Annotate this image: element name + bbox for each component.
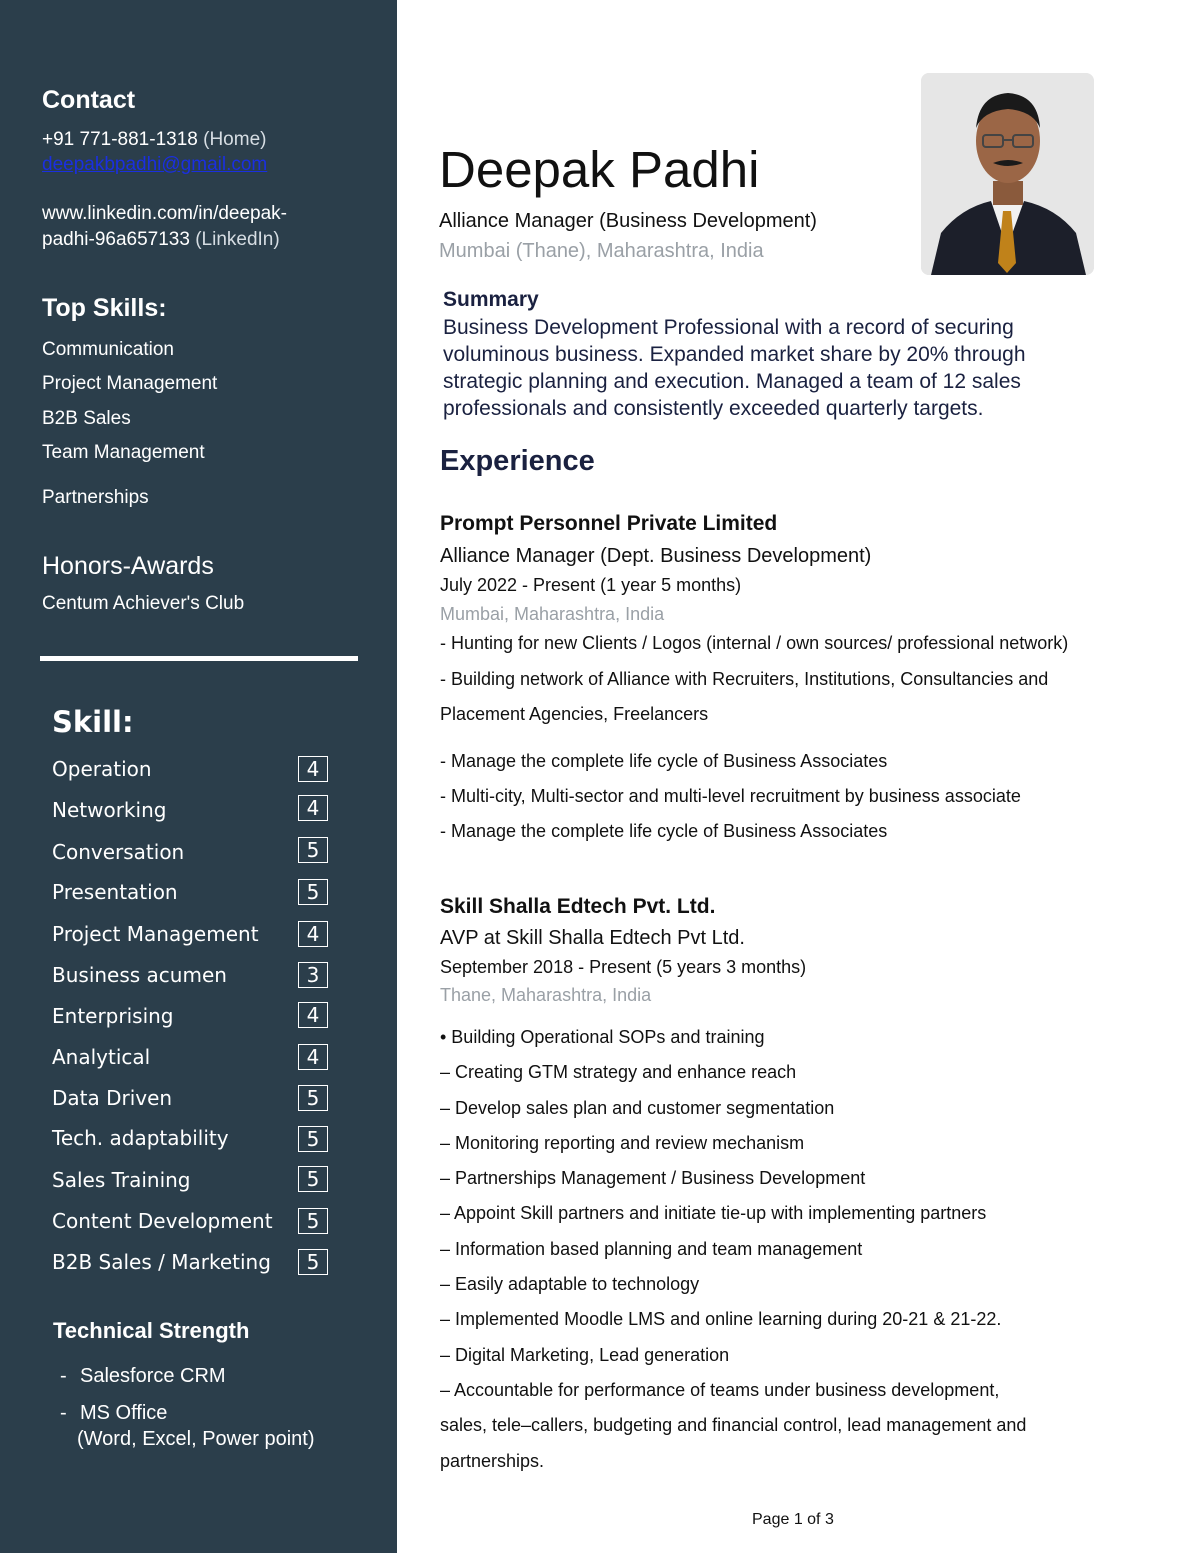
job-dates: July 2022 - Present (1 year 5 months) bbox=[440, 575, 742, 595]
summary-line: voluminous business. Expanded market share by 20% through bbox=[443, 343, 1026, 366]
job-bullet: – Digital Marketing, Lead generation bbox=[440, 1345, 730, 1365]
job-bullet: - Manage the complete life cycle of Business Associates bbox=[440, 821, 888, 841]
job-bullet: – Develop sales plan and customer segmentation bbox=[440, 1098, 835, 1118]
experience-heading: Experience bbox=[440, 445, 595, 477]
skill-label: B2B Sales / Marketing bbox=[52, 1250, 271, 1274]
honors-item: Centum Achiever's Club bbox=[42, 593, 245, 614]
summary-line: strategic planning and execution. Managed a team of 12 sales bbox=[443, 370, 1021, 393]
technical-bullet: - bbox=[60, 1402, 67, 1424]
candidate-name: Deepak Padhi bbox=[439, 141, 760, 198]
job-bullet: – Monitoring reporting and review mechanism bbox=[440, 1133, 805, 1153]
skill-heading: Skill: bbox=[52, 705, 134, 739]
technical-item-detail: (Word, Excel, Power point) bbox=[77, 1428, 315, 1450]
job-bullet: – Partnerships Management / Business Development bbox=[440, 1168, 866, 1188]
skill-label: Enterprising bbox=[52, 1004, 174, 1028]
skill-score: 4 bbox=[298, 921, 328, 947]
contact-heading: Contact bbox=[42, 86, 136, 114]
top-skills-heading: Top Skills: bbox=[42, 294, 167, 322]
skill-label: Data Driven bbox=[52, 1086, 173, 1110]
skill-label: Tech. adaptability bbox=[52, 1126, 229, 1150]
skill-label: Sales Training bbox=[52, 1168, 191, 1192]
job-bullet: - Multi-city, Multi-sector and multi-level recruitment by business associate bbox=[440, 786, 1021, 806]
sidebar bbox=[0, 0, 397, 1553]
job-bullet: - Hunting for new Clients / Logos (internal / own sources/ professional network) bbox=[440, 633, 1069, 653]
skill-label: Networking bbox=[52, 798, 167, 822]
job-bullet: – Creating GTM strategy and enhance reach bbox=[440, 1062, 797, 1082]
candidate-location: Mumbai (Thane), Maharashtra, India bbox=[439, 240, 764, 262]
skill-label: Business acumen bbox=[52, 963, 227, 987]
sidebar-divider-notch bbox=[104, 662, 358, 663]
skill-score: 4 bbox=[298, 795, 328, 821]
skill-score: 5 bbox=[298, 879, 328, 905]
top-skill-item: Partnerships bbox=[42, 487, 149, 508]
skill-score: 5 bbox=[298, 1208, 328, 1234]
job-bullet: - Building network of Alliance with Recruiters, Institutions, Consultancies and bbox=[440, 669, 1049, 689]
skill-score: 5 bbox=[298, 837, 328, 863]
job-bullet: – Information based planning and team management bbox=[440, 1239, 863, 1259]
job-company: Skill Shalla Edtech Pvt. Ltd. bbox=[440, 895, 716, 918]
job-location: Mumbai, Maharashtra, India bbox=[440, 604, 665, 624]
technical-bullet: - bbox=[60, 1365, 67, 1387]
job-company: Prompt Personnel Private Limited bbox=[440, 512, 778, 535]
job-bullet: - Manage the complete life cycle of Business Associates bbox=[440, 751, 888, 771]
technical-item: Salesforce CRM bbox=[80, 1365, 226, 1387]
summary-line: Business Development Professional with a record of securing bbox=[443, 316, 1014, 339]
job-bullet: – Accountable for performance of teams under business development, bbox=[440, 1380, 1000, 1400]
contact-email-link[interactable]: deepakbpadhi@gmail.com bbox=[42, 154, 268, 175]
contact-linkedin-handle: padhi-96a657133 bbox=[42, 229, 190, 250]
skill-score: 5 bbox=[298, 1249, 328, 1275]
summary-heading: Summary bbox=[443, 288, 539, 311]
skill-label: Presentation bbox=[52, 880, 178, 904]
technical-heading: Technical Strength bbox=[53, 1318, 250, 1343]
skill-score: 5 bbox=[298, 1085, 328, 1111]
job-bullet: partnerships. bbox=[440, 1451, 545, 1471]
skill-label: Project Management bbox=[52, 922, 259, 946]
technical-item: MS Office bbox=[80, 1402, 168, 1424]
job-bullet: • Building Operational SOPs and training bbox=[440, 1027, 765, 1047]
honors-heading: Honors-Awards bbox=[42, 552, 214, 580]
skill-score: 5 bbox=[298, 1126, 328, 1152]
job-bullet: Placement Agencies, Freelancers bbox=[440, 704, 709, 724]
contact-phone-type: (Home) bbox=[203, 129, 267, 150]
skill-label: Content Development bbox=[52, 1209, 273, 1233]
profile-photo bbox=[921, 73, 1094, 275]
skill-score: 4 bbox=[298, 756, 328, 782]
skill-label: Analytical bbox=[52, 1045, 151, 1069]
job-location: Thane, Maharashtra, India bbox=[440, 985, 652, 1005]
contact-linkedin-line1[interactable]: www.linkedin.com/in/deepak- bbox=[42, 203, 288, 224]
skill-score: 4 bbox=[298, 1002, 328, 1028]
contact-phone-line bbox=[42, 129, 266, 151]
job-role: Alliance Manager (Dept. Business Development) bbox=[440, 545, 872, 567]
sidebar-divider bbox=[40, 656, 358, 661]
skill-score: 4 bbox=[298, 1044, 328, 1070]
top-skill-item: Project Management bbox=[42, 373, 218, 394]
contact-phone: +91 771-881-1318 bbox=[42, 129, 198, 150]
skill-label: Conversation bbox=[52, 840, 185, 864]
summary-line: professionals and consistently exceeded quarterly targets. bbox=[443, 397, 984, 420]
skill-score: 3 bbox=[298, 962, 328, 988]
job-role: AVP at Skill Shalla Edtech Pvt Ltd. bbox=[440, 927, 745, 949]
candidate-title: Alliance Manager (Business Development) bbox=[439, 210, 817, 232]
skill-label: Operation bbox=[52, 757, 152, 781]
job-bullet: – Appoint Skill partners and initiate tie-up with implementing partners bbox=[440, 1203, 987, 1223]
contact-linkedin-line2[interactable] bbox=[42, 229, 280, 251]
profile-photo-illustration bbox=[921, 73, 1094, 275]
contact-linkedin-type: (LinkedIn) bbox=[195, 229, 280, 250]
job-bullet: – Implemented Moodle LMS and online learning during 20-21 & 21-22. bbox=[440, 1309, 1002, 1329]
top-skill-item: Team Management bbox=[42, 442, 205, 463]
page-number: Page 1 of 3 bbox=[752, 1511, 834, 1528]
skill-score: 5 bbox=[298, 1166, 328, 1192]
job-bullet: sales, tele–callers, budgeting and financial control, lead management and bbox=[440, 1415, 1027, 1435]
job-dates: September 2018 - Present (5 years 3 months) bbox=[440, 957, 807, 977]
top-skill-item: Communication bbox=[42, 339, 174, 360]
job-bullet: – Easily adaptable to technology bbox=[440, 1274, 700, 1294]
top-skill-item: B2B Sales bbox=[42, 408, 131, 429]
